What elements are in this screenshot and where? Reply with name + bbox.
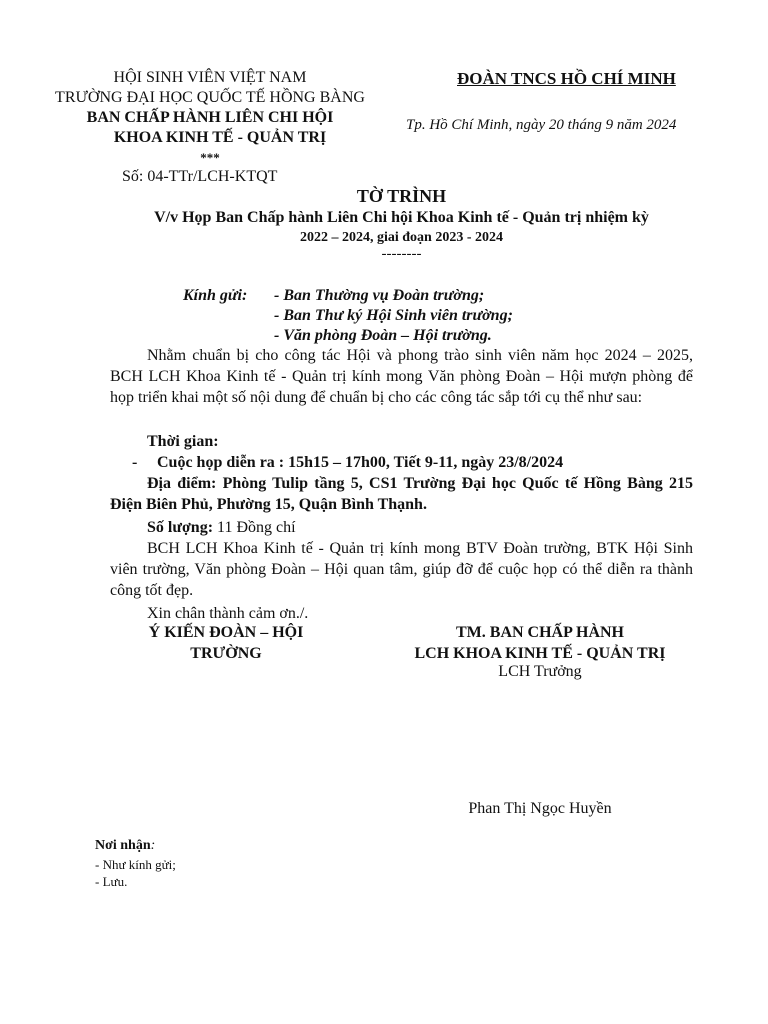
quantity-label: Số lượng: — [147, 519, 214, 536]
org-bch: BAN CHẤP HÀNH LIÊN CHI HỘI — [86, 109, 334, 126]
separator-stars: *** — [200, 150, 220, 165]
time-bullet: - — [132, 454, 138, 471]
org-university: TRƯỜNG ĐẠI HỌC QUỐC TẾ HỒNG BÀNG — [55, 89, 365, 106]
subject-line-1: V/v Họp Ban Chấp hành Liên Chi hội Khoa Kinh tế - Quản trị nhiệm kỳ — [154, 209, 649, 226]
left-sign-title-1: Ý KIẾN ĐOÀN – HỘI — [148, 624, 304, 641]
footer-item: - Như kính gửi; — [95, 857, 176, 872]
org-doan: ĐOÀN TNCS HỒ CHÍ MINH — [457, 69, 676, 88]
right-sign-title-1: TM. BAN CHẤP HÀNH — [456, 624, 624, 641]
recipient-item: - Văn phòng Đoàn – Hội trường. — [274, 327, 492, 344]
right-sign-role: LCH Trưởng — [498, 663, 582, 680]
signer-name: Phan Thị Ngọc Huyền — [468, 800, 612, 817]
recipients-label: Kính gửi: — [183, 287, 248, 304]
footer-label — [95, 838, 155, 854]
footer-label-colon: : — [150, 838, 156, 853]
recipient-item: - Ban Thư ký Hội Sinh viên trường; — [274, 307, 513, 324]
place-date: Tp. Hồ Chí Minh, ngày 20 tháng 9 năm 2024 — [406, 117, 677, 133]
subject-line-2: 2022 – 2024, giai đoạn 2023 - 2024 — [299, 230, 503, 245]
footer-label-text: Nơi nhận — [95, 838, 151, 853]
place-detail: Phòng Tulip tầng 5, CS1 Trường Đại học Quốc tế Hồng Bàng 215 Điện Biên Phủ, Phường 15, Quận Bình Thạnh. — [110, 475, 694, 513]
title-dashes: -------- — [381, 246, 422, 262]
footer-item: - Lưu. — [95, 874, 128, 889]
left-sign-title-2: TRƯỜNG — [190, 645, 262, 662]
quantity-line — [147, 517, 296, 538]
place-paragraph — [110, 473, 693, 515]
right-sign-title-2: LCH KHOA KINH TẾ - QUẢN TRỊ — [414, 645, 666, 662]
time-label: Thời gian: — [147, 433, 219, 450]
time-detail: Cuộc họp diễn ra : 15h15 – 17h00, Tiết 9-11, ngày 23/8/2024 — [157, 454, 564, 471]
closing-line: Xin chân thành cảm ơn./. — [147, 605, 309, 622]
org-faculty: KHOA KINH TẾ - QUẢN TRỊ — [113, 129, 327, 146]
quantity-value: 11 Đồng chí — [217, 519, 296, 536]
doc-title: TỜ TRÌNH — [356, 186, 447, 206]
recipient-item: - Ban Thường vụ Đoàn trường; — [274, 287, 485, 304]
place-label: Địa điểm: — [147, 475, 217, 492]
request-paragraph: BCH LCH Khoa Kinh tế - Quản trị kính mong BTV Đoàn trường, BTK Hội Sinh viên trường, Văn phòng Đoàn – Hội quan tâm, giúp đỡ để cuộc họp có thể diễn ra thành công tốt đẹp. — [110, 540, 693, 599]
org-hsv: HỘI SINH VIÊN VIỆT NAM — [113, 69, 307, 86]
document-number: Số: 04-TTr/LCH-KTQT — [122, 168, 278, 185]
intro-paragraph: Nhằm chuẩn bị cho công tác Hội và phong trào sinh viên năm học 2024 – 2025, BCH LCH Khoa Kinh tế - Quản trị kính mong Văn phòng Đoàn – Hội mượn phòng để họp triển khai một số nội dung để chuẩn bị cho các công tác sắp tới cụ thể như sau: — [110, 347, 693, 406]
